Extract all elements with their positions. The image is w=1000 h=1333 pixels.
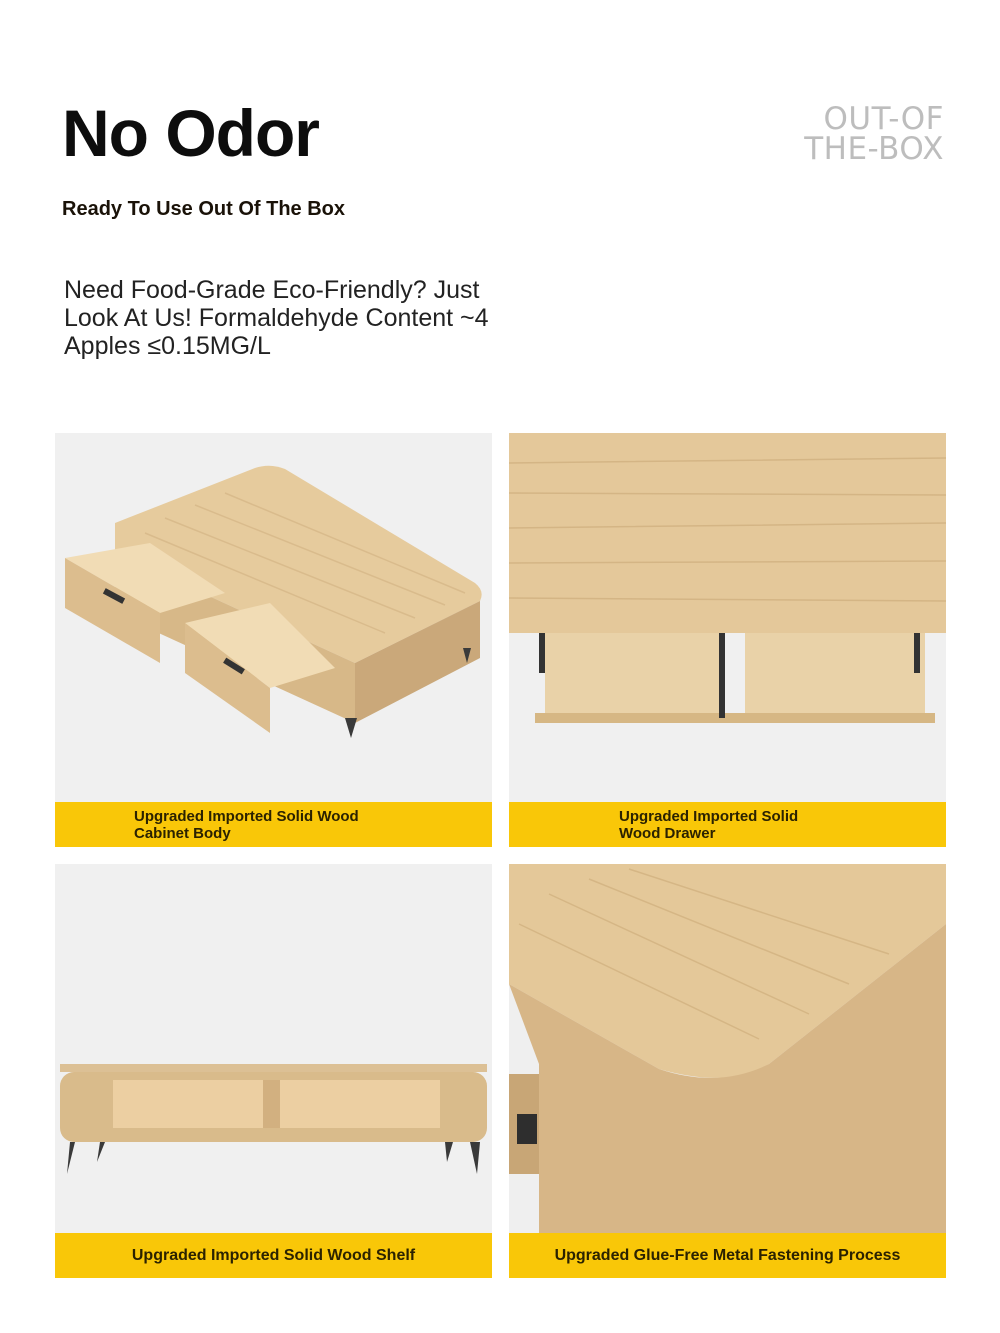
page-title: No Odor xyxy=(62,96,319,170)
watermark xyxy=(804,101,944,167)
caption-shelf xyxy=(55,1233,492,1278)
coffee-table-drawers-image xyxy=(55,433,492,802)
caption-cabinet-body xyxy=(55,802,492,847)
watermark-line-1: OUT-OF xyxy=(823,101,944,137)
formaldehyde-claim: Need Food-Grade Eco-Friendly? Just Look At Us! Formaldehyde Content ~4 Apples ≤0.15MG/L xyxy=(64,276,489,360)
corner-closeup-image xyxy=(509,864,946,1233)
caption-drawer xyxy=(509,802,946,847)
product-panel-drawer xyxy=(509,433,946,847)
watermark-line-2: THE-BOX xyxy=(804,131,944,167)
product-panel-shelf xyxy=(55,864,492,1278)
page-subtitle: Ready To Use Out Of The Box xyxy=(62,198,345,220)
caption-drawer-text: Upgraded Imported Solid Wood Drawer xyxy=(619,807,799,842)
caption-fastening-text: Upgraded Glue-Free Metal Fastening Process xyxy=(554,1246,901,1264)
drawer-closeup-image xyxy=(509,433,946,802)
caption-fastening xyxy=(509,1233,946,1278)
product-panel-cabinet-body xyxy=(55,433,492,847)
product-panel-fastening xyxy=(509,864,946,1278)
table-shelf-image xyxy=(55,864,492,1233)
caption-cabinet-body-text: Upgraded Imported Solid Wood Cabinet Body xyxy=(134,807,359,842)
caption-shelf-text: Upgraded Imported Solid Wood Shelf xyxy=(131,1246,416,1264)
